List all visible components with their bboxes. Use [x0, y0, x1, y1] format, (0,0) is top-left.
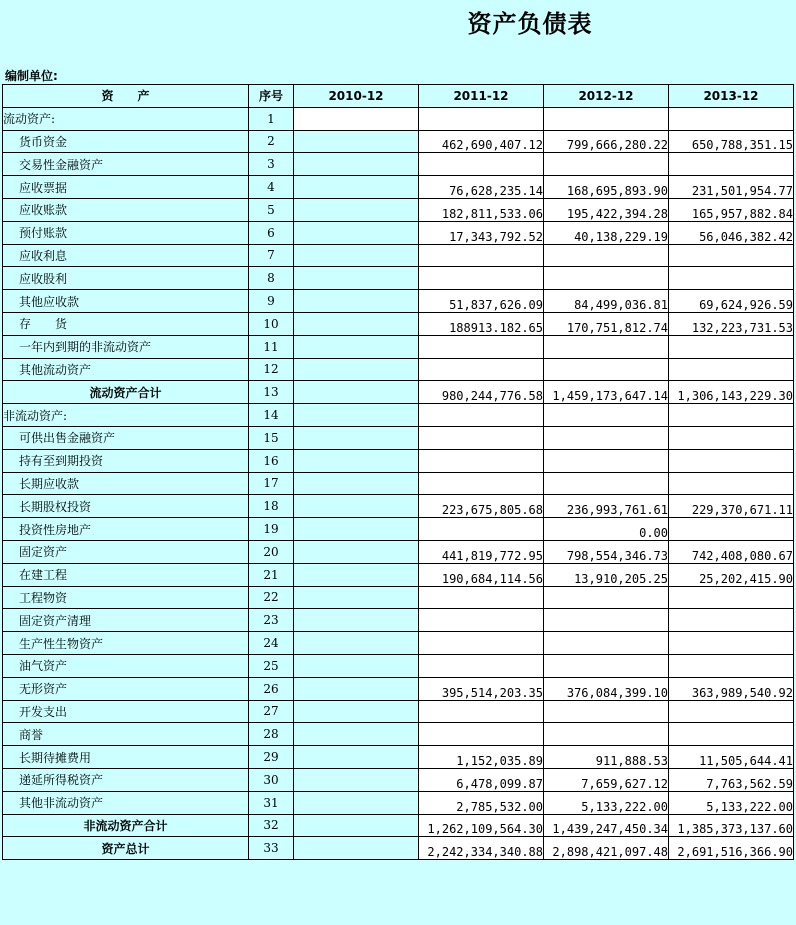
value-cell-2011-12[interactable]: [419, 153, 544, 176]
value-cell-2011-12[interactable]: [419, 472, 544, 495]
value-cell-2010-12[interactable]: [294, 472, 419, 495]
row-label[interactable]: 应收股利: [3, 267, 249, 290]
row-label[interactable]: 可供出售金融资产: [3, 426, 249, 449]
value-cell-2011-12[interactable]: 2,785,532.00: [419, 791, 544, 814]
value-cell-2011-12[interactable]: 2,242,334,340.88: [419, 837, 544, 860]
table-row: [3, 449, 794, 472]
row-label[interactable]: 非流动资产合计: [3, 814, 249, 837]
value-cell-2013-12[interactable]: 56,046,382.42: [669, 221, 794, 244]
value-cell-2011-12[interactable]: [419, 518, 544, 541]
row-label[interactable]: 开发支出: [3, 700, 249, 723]
header-row: [3, 85, 794, 108]
value-cell-2012-12[interactable]: [544, 632, 669, 655]
value-cell-2010-12[interactable]: [294, 837, 419, 860]
value-cell-2010-12[interactable]: [294, 495, 419, 518]
unit-label: 编制单位:: [5, 69, 58, 83]
row-label[interactable]: 预付账款: [3, 221, 249, 244]
value-cell-2010-12[interactable]: [294, 381, 419, 404]
value-cell-2011-12[interactable]: 6,478,099.87: [419, 768, 544, 791]
table-row: [3, 107, 794, 130]
row-seq[interactable]: 9: [249, 290, 294, 313]
row-seq[interactable]: 23: [249, 609, 294, 632]
row-seq[interactable]: 30: [249, 768, 294, 791]
value-cell-2011-12[interactable]: [419, 267, 544, 290]
value-cell-2011-12[interactable]: 1,262,109,564.30: [419, 814, 544, 837]
value-cell-2012-12[interactable]: 2,898,421,097.48: [544, 837, 669, 860]
value-cell-2011-12[interactable]: 51,837,626.09: [419, 290, 544, 313]
row-seq[interactable]: 8: [249, 267, 294, 290]
row-label[interactable]: 油气资产: [3, 654, 249, 677]
value-cell-2013-12[interactable]: [669, 107, 794, 130]
value-cell-2012-12[interactable]: 1,439,247,450.34: [544, 814, 669, 837]
row-label[interactable]: 生产性生物资产: [3, 632, 249, 655]
value-cell-2010-12[interactable]: [294, 290, 419, 313]
table-row: [3, 586, 794, 609]
value-cell-2010-12[interactable]: [294, 267, 419, 290]
value-cell-2010-12[interactable]: [294, 107, 419, 130]
value-cell-2010-12[interactable]: [294, 768, 419, 791]
table-row: [3, 540, 794, 563]
row-seq[interactable]: 28: [249, 723, 294, 746]
value-cell-2011-12[interactable]: 462,690,407.12: [419, 130, 544, 153]
value-cell-2012-12[interactable]: [544, 609, 669, 632]
value-cell-2010-12[interactable]: [294, 540, 419, 563]
value-cell-2013-12[interactable]: 363,989,540.92: [669, 677, 794, 700]
value-cell-2011-12[interactable]: [419, 700, 544, 723]
value-cell-2012-12[interactable]: 0.00: [544, 518, 669, 541]
value-cell-2013-12[interactable]: [669, 518, 794, 541]
value-cell-2012-12[interactable]: 7,659,627.12: [544, 768, 669, 791]
value-cell-2012-12[interactable]: [544, 472, 669, 495]
value-cell-2012-12[interactable]: 799,666,280.22: [544, 130, 669, 153]
value-cell-2010-12[interactable]: [294, 153, 419, 176]
row-label[interactable]: 其他非流动资产: [3, 791, 249, 814]
row-seq[interactable]: 16: [249, 449, 294, 472]
value-cell-2012-12[interactable]: [544, 723, 669, 746]
table-row: [3, 244, 794, 267]
value-cell-2013-12[interactable]: [669, 404, 794, 427]
value-cell-2010-12[interactable]: [294, 130, 419, 153]
value-cell-2013-12[interactable]: 5,133,222.00: [669, 791, 794, 814]
value-cell-2013-12[interactable]: 165,957,882.84: [669, 198, 794, 221]
value-cell-2012-12[interactable]: [544, 449, 669, 472]
value-cell-2013-12[interactable]: [669, 586, 794, 609]
table-row: [3, 426, 794, 449]
value-cell-2012-12[interactable]: [544, 404, 669, 427]
row-seq[interactable]: 25: [249, 654, 294, 677]
row-seq[interactable]: 32: [249, 814, 294, 837]
value-cell-2013-12[interactable]: [669, 632, 794, 655]
table-row: [3, 358, 794, 381]
header-year-2010[interactable]: 2010-12: [294, 85, 419, 108]
value-cell-2013-12[interactable]: 1,385,373,137.60: [669, 814, 794, 837]
table-row: [3, 312, 794, 335]
table-row: [3, 198, 794, 221]
value-cell-2012-12[interactable]: [544, 654, 669, 677]
value-cell-2013-12[interactable]: [669, 244, 794, 267]
value-cell-2010-12[interactable]: [294, 814, 419, 837]
value-cell-2013-12[interactable]: [669, 609, 794, 632]
row-seq[interactable]: 3: [249, 153, 294, 176]
row-seq[interactable]: 1: [249, 107, 294, 130]
value-cell-2013-12[interactable]: 25,202,415.90: [669, 563, 794, 586]
table-row: [3, 495, 794, 518]
value-cell-2010-12[interactable]: [294, 335, 419, 358]
value-cell-2013-12[interactable]: [669, 700, 794, 723]
value-cell-2012-12[interactable]: [544, 700, 669, 723]
value-cell-2010-12[interactable]: [294, 518, 419, 541]
value-cell-2011-12[interactable]: [419, 632, 544, 655]
row-seq[interactable]: 4: [249, 176, 294, 199]
value-cell-2013-12[interactable]: 11,505,644.41: [669, 746, 794, 769]
value-cell-2013-12[interactable]: 2,691,516,366.90: [669, 837, 794, 860]
row-seq[interactable]: 22: [249, 586, 294, 609]
sheet-title: 资产负债表: [467, 9, 593, 38]
table-row: [3, 700, 794, 723]
value-cell-2013-12[interactable]: [669, 654, 794, 677]
value-cell-2013-12[interactable]: 132,223,731.53: [669, 312, 794, 335]
row-label[interactable]: 应收账款: [3, 198, 249, 221]
value-cell-2011-12[interactable]: 17,343,792.52: [419, 221, 544, 244]
row-seq[interactable]: 7: [249, 244, 294, 267]
value-cell-2011-12[interactable]: 980,244,776.58: [419, 381, 544, 404]
value-cell-2010-12[interactable]: [294, 746, 419, 769]
row-label[interactable]: 工程物资: [3, 586, 249, 609]
value-cell-2011-12[interactable]: 182,811,533.06: [419, 198, 544, 221]
header-asset[interactable]: 资 产: [3, 85, 249, 108]
value-cell-2011-12[interactable]: 190,684,114.56: [419, 563, 544, 586]
value-cell-2013-12[interactable]: [669, 723, 794, 746]
row-seq[interactable]: 2: [249, 130, 294, 153]
table-row: [3, 130, 794, 153]
row-seq[interactable]: 31: [249, 791, 294, 814]
row-seq[interactable]: 14: [249, 404, 294, 427]
table-row: [3, 153, 794, 176]
row-seq[interactable]: 11: [249, 335, 294, 358]
value-cell-2012-12[interactable]: 170,751,812.74: [544, 312, 669, 335]
value-cell-2012-12[interactable]: 1,459,173,647.14: [544, 381, 669, 404]
value-cell-2010-12[interactable]: [294, 449, 419, 472]
table-row: [3, 791, 794, 814]
value-cell-2011-12[interactable]: 188913.182.65: [419, 312, 544, 335]
value-cell-2010-12[interactable]: [294, 563, 419, 586]
value-cell-2013-12[interactable]: 231,501,954.77: [669, 176, 794, 199]
table-row: [3, 746, 794, 769]
row-label[interactable]: 长期股权投资: [3, 495, 249, 518]
row-seq[interactable]: 5: [249, 198, 294, 221]
value-cell-2011-12[interactable]: [419, 609, 544, 632]
row-label[interactable]: 一年内到期的非流动资产: [3, 335, 249, 358]
row-seq[interactable]: 15: [249, 426, 294, 449]
row-label[interactable]: 应收利息: [3, 244, 249, 267]
table-row: [3, 290, 794, 313]
row-label[interactable]: 长期应收款: [3, 472, 249, 495]
row-seq[interactable]: 20: [249, 540, 294, 563]
value-cell-2010-12[interactable]: [294, 176, 419, 199]
value-cell-2012-12[interactable]: 195,422,394.28: [544, 198, 669, 221]
value-cell-2011-12[interactable]: 441,819,772.95: [419, 540, 544, 563]
value-cell-2012-12[interactable]: 376,084,399.10: [544, 677, 669, 700]
table-row: [3, 677, 794, 700]
row-seq[interactable]: 12: [249, 358, 294, 381]
row-label[interactable]: 存 货: [3, 312, 249, 335]
row-label[interactable]: 无形资产: [3, 677, 249, 700]
row-seq[interactable]: 6: [249, 221, 294, 244]
value-cell-2013-12[interactable]: [669, 449, 794, 472]
value-cell-2013-12[interactable]: 69,624,926.59: [669, 290, 794, 313]
value-cell-2010-12[interactable]: [294, 221, 419, 244]
value-cell-2011-12[interactable]: [419, 426, 544, 449]
value-cell-2011-12[interactable]: [419, 107, 544, 130]
value-cell-2011-12[interactable]: 76,628,235.14: [419, 176, 544, 199]
value-cell-2013-12[interactable]: 650,788,351.15: [669, 130, 794, 153]
value-cell-2013-12[interactable]: [669, 472, 794, 495]
table-row: [3, 632, 794, 655]
row-label[interactable]: 交易性金融资产: [3, 153, 249, 176]
value-cell-2013-12[interactable]: [669, 426, 794, 449]
value-cell-2012-12[interactable]: [544, 244, 669, 267]
value-cell-2010-12[interactable]: [294, 677, 419, 700]
value-cell-2011-12[interactable]: [419, 335, 544, 358]
value-cell-2011-12[interactable]: [419, 404, 544, 427]
row-seq[interactable]: 29: [249, 746, 294, 769]
value-cell-2012-12[interactable]: [544, 153, 669, 176]
row-label[interactable]: 流动资产:: [3, 107, 249, 130]
table-row: [3, 404, 794, 427]
table-row: [3, 472, 794, 495]
value-cell-2010-12[interactable]: [294, 700, 419, 723]
header-year-2013[interactable]: 2013-12: [669, 85, 794, 108]
value-cell-2010-12[interactable]: [294, 426, 419, 449]
balance-sheet-table: [2, 84, 794, 860]
value-cell-2010-12[interactable]: [294, 358, 419, 381]
value-cell-2012-12[interactable]: 84,499,036.81: [544, 290, 669, 313]
row-seq[interactable]: 21: [249, 563, 294, 586]
value-cell-2013-12[interactable]: [669, 335, 794, 358]
value-cell-2011-12[interactable]: [419, 244, 544, 267]
value-cell-2010-12[interactable]: [294, 312, 419, 335]
value-cell-2012-12[interactable]: 236,993,761.61: [544, 495, 669, 518]
value-cell-2013-12[interactable]: 1,306,143,229.30: [669, 381, 794, 404]
value-cell-2012-12[interactable]: [544, 335, 669, 358]
value-cell-2013-12[interactable]: 7,763,562.59: [669, 768, 794, 791]
row-seq[interactable]: 33: [249, 837, 294, 860]
table-row: [3, 837, 794, 860]
row-seq[interactable]: 27: [249, 700, 294, 723]
value-cell-2010-12[interactable]: [294, 198, 419, 221]
table-row: [3, 267, 794, 290]
table-row: [3, 381, 794, 404]
value-cell-2013-12[interactable]: 229,370,671.11: [669, 495, 794, 518]
value-cell-2011-12[interactable]: [419, 449, 544, 472]
table-row: [3, 654, 794, 677]
value-cell-2010-12[interactable]: [294, 244, 419, 267]
row-label[interactable]: 资产总计: [3, 837, 249, 860]
row-label[interactable]: 货币资金: [3, 130, 249, 153]
row-seq[interactable]: 24: [249, 632, 294, 655]
value-cell-2013-12[interactable]: [669, 267, 794, 290]
row-seq[interactable]: 19: [249, 518, 294, 541]
value-cell-2012-12[interactable]: 168,695,893.90: [544, 176, 669, 199]
row-label[interactable]: 流动资产合计: [3, 381, 249, 404]
table-row: [3, 814, 794, 837]
value-cell-2011-12[interactable]: 1,152,035.89: [419, 746, 544, 769]
row-label[interactable]: 应收票据: [3, 176, 249, 199]
value-cell-2012-12[interactable]: 13,910,205.25: [544, 563, 669, 586]
value-cell-2012-12[interactable]: [544, 586, 669, 609]
table-row: [3, 609, 794, 632]
table-row: [3, 723, 794, 746]
row-seq[interactable]: 13: [249, 381, 294, 404]
header-year-2012[interactable]: 2012-12: [544, 85, 669, 108]
value-cell-2010-12[interactable]: [294, 791, 419, 814]
row-label[interactable]: 商誉: [3, 723, 249, 746]
value-cell-2012-12[interactable]: [544, 267, 669, 290]
row-label[interactable]: 固定资产: [3, 540, 249, 563]
table-row: [3, 176, 794, 199]
table-row: [3, 563, 794, 586]
value-cell-2010-12[interactable]: [294, 723, 419, 746]
value-cell-2011-12[interactable]: [419, 586, 544, 609]
value-cell-2012-12[interactable]: [544, 358, 669, 381]
value-cell-2010-12[interactable]: [294, 654, 419, 677]
row-label[interactable]: 投资性房地产: [3, 518, 249, 541]
table-body: [3, 107, 794, 859]
value-cell-2010-12[interactable]: [294, 404, 419, 427]
value-cell-2011-12[interactable]: [419, 723, 544, 746]
row-label[interactable]: 在建工程: [3, 563, 249, 586]
value-cell-2010-12[interactable]: [294, 586, 419, 609]
value-cell-2011-12[interactable]: [419, 358, 544, 381]
row-label[interactable]: 其他应收款: [3, 290, 249, 313]
value-cell-2010-12[interactable]: [294, 609, 419, 632]
row-label[interactable]: 递延所得税资产: [3, 768, 249, 791]
table-row: [3, 335, 794, 358]
row-seq[interactable]: 17: [249, 472, 294, 495]
value-cell-2013-12[interactable]: [669, 153, 794, 176]
value-cell-2012-12[interactable]: 911,888.53: [544, 746, 669, 769]
row-label[interactable]: 其他流动资产: [3, 358, 249, 381]
value-cell-2012-12[interactable]: [544, 426, 669, 449]
value-cell-2012-12[interactable]: 798,554,346.73: [544, 540, 669, 563]
table-row: [3, 768, 794, 791]
value-cell-2013-12[interactable]: 742,408,080.67: [669, 540, 794, 563]
value-cell-2013-12[interactable]: [669, 358, 794, 381]
value-cell-2012-12[interactable]: 5,133,222.00: [544, 791, 669, 814]
value-cell-2012-12[interactable]: 40,138,229.19: [544, 221, 669, 244]
row-seq[interactable]: 10: [249, 312, 294, 335]
row-seq[interactable]: 26: [249, 677, 294, 700]
header-seq[interactable]: 序号: [249, 85, 294, 108]
value-cell-2011-12[interactable]: 223,675,805.68: [419, 495, 544, 518]
row-seq[interactable]: 18: [249, 495, 294, 518]
value-cell-2010-12[interactable]: [294, 632, 419, 655]
value-cell-2012-12[interactable]: [544, 107, 669, 130]
value-cell-2011-12[interactable]: [419, 654, 544, 677]
table-row: [3, 221, 794, 244]
row-label[interactable]: 固定资产清理: [3, 609, 249, 632]
table-row: [3, 518, 794, 541]
header-year-2011[interactable]: 2011-12: [419, 85, 544, 108]
value-cell-2011-12[interactable]: 395,514,203.35: [419, 677, 544, 700]
row-label[interactable]: 非流动资产:: [3, 404, 249, 427]
row-label[interactable]: 持有至到期投资: [3, 449, 249, 472]
row-label[interactable]: 长期待摊费用: [3, 746, 249, 769]
